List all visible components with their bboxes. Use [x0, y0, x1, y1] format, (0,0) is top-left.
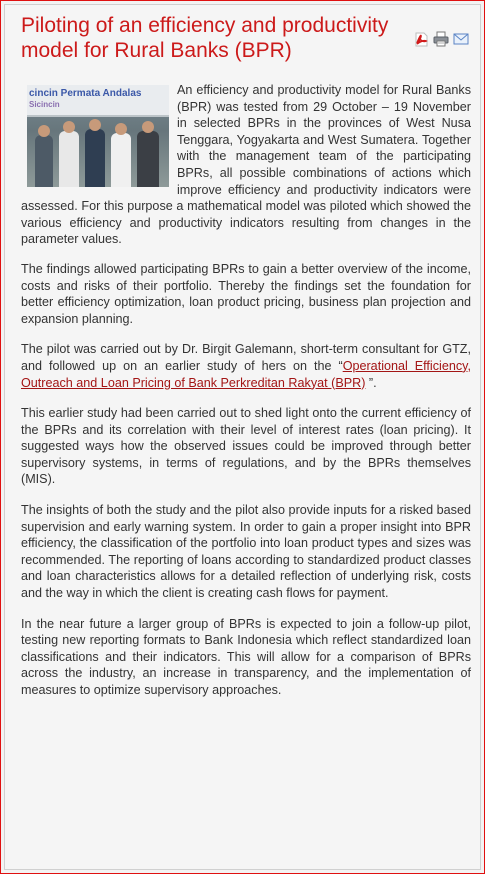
pdf-icon[interactable]: [413, 31, 429, 47]
photo-banner-text: cincin Permata Andalas: [29, 88, 142, 99]
paragraph-pilot: [21, 341, 471, 391]
paragraph-intro: [21, 82, 471, 248]
paragraph-findings: The findings allowed participating BPRs to gain a better overview of the income, costs and risks of their portfolio. Thereby the findings set the foundation for better efficiency optimization, loan product pricing, business plan projection and expansion planning.: [21, 261, 471, 326]
photo-head: [142, 121, 154, 133]
paragraph-text: ”.: [365, 375, 377, 390]
photo-person: [137, 131, 159, 187]
photo-head: [63, 121, 75, 133]
email-icon[interactable]: [453, 31, 469, 47]
paragraph-insights: The insights of both the study and the pilot also provide inputs for a risked based supervision and early warning system. In order to gain a proper insight into BPR efficiency, the classification of the portfolio into loan product types and sizes was recommended. The reporting of loans according to standardized product classes and loan characteristics allows for a detailed reflection of underlying risk, costs and the way in which the client is creating cash flows for payment.: [21, 503, 471, 601]
article-actions: [413, 31, 469, 47]
photo-person: [111, 133, 131, 187]
paragraph-earlier-study: This earlier study had been carried out to shed light onto the current efficiency of the BPRs and its correlation with their level of interest rates (loan pricing). It suggested ways how the observed issues could be improved through better supervisory systems, in terms of regulations, and by the BPRs themselves (MIS).: [21, 406, 471, 487]
study-link[interactable]: Operational Efficiency, Outreach and Loan Pricing of Bank Perkreditan Rakyat (BPR): [21, 358, 471, 390]
paragraph-future: In the near future a larger group of BPRs is expected to join a follow-up pilot, testing new reporting formats to Bank Indonesia which reflect standardized loan classifications and their indicators. This will allow for a comparison of BPRs across the industry, an increase in transparency, and the implementation of measures to optimize supervisory approaches.: [21, 616, 471, 697]
photo-head: [38, 125, 50, 137]
print-icon[interactable]: [433, 31, 449, 47]
paragraph-text: The pilot was carried out by Dr. Birgit Galemann, short-term consultant for GTZ, and followed up on an earlier study of hers on the “: [21, 342, 471, 373]
paragraph-text: An efficiency and productivity model for Rural Banks (BPR) was tested from 29 October – 19 November in selected BPRs in the provinces of West Nusa Tenggara, Yogyakarta and West Sumatera. Together with the management team of the participating BPRs, all possible combinations of actions which improve efficiency and productivity indicators were assessed. For this purpose a mathematical model was piloted which showed the various efficiency and productivity indicators resulting from changes in the parameter values.: [21, 83, 471, 247]
photo-person: [85, 129, 105, 187]
article-title: Piloting of an efficiency and productivity model for Rural Banks (BPR): [21, 14, 389, 62]
photo-head: [115, 123, 127, 135]
photo-person: [35, 135, 53, 187]
article-body: [21, 82, 471, 713]
photo-banner: [27, 85, 169, 117]
photo-banner-subtext: Sicincin: [29, 100, 60, 109]
photo-person: [59, 131, 79, 187]
photo-head: [89, 119, 101, 131]
article-photo: [27, 85, 169, 187]
